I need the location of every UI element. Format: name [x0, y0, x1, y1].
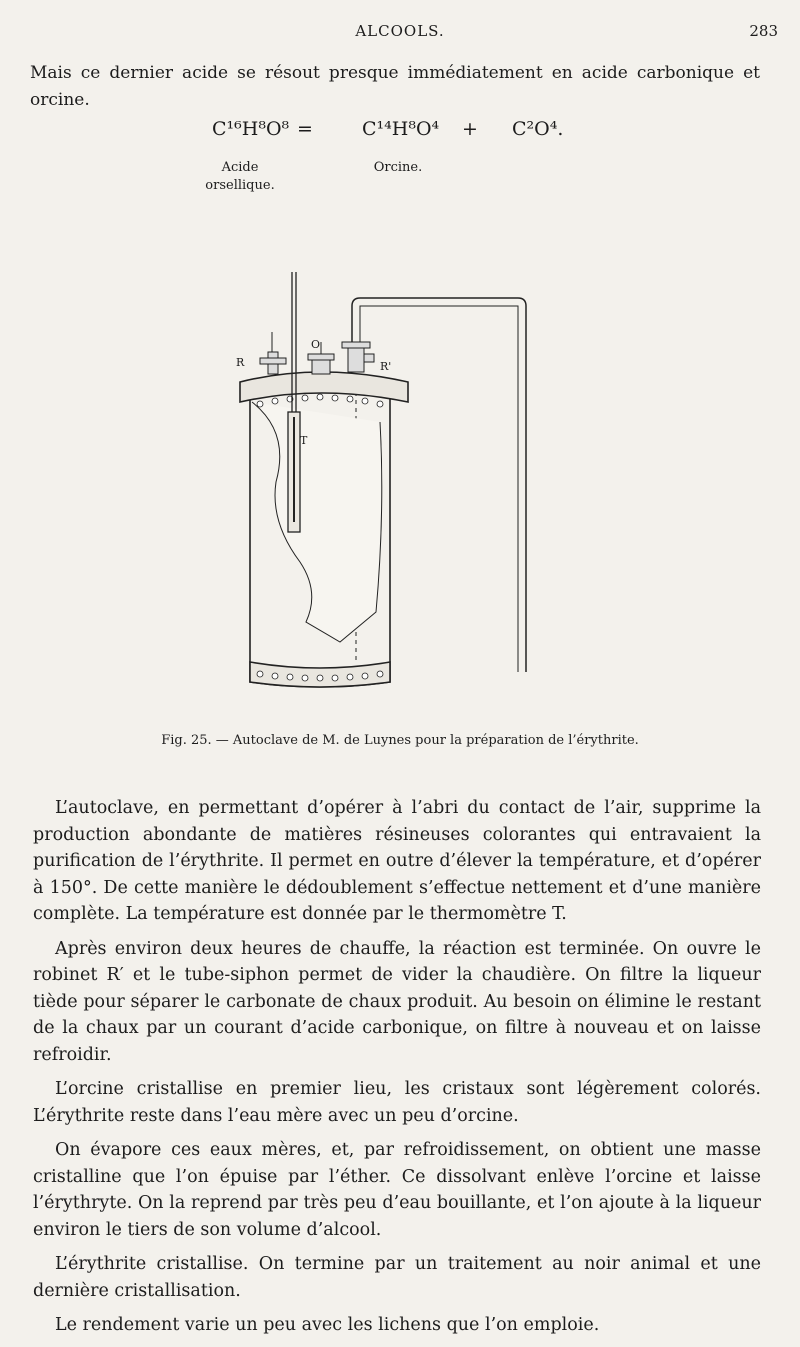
intro-text: Mais ce dernier acide se résout presque immédiatement en acide carbonique et orcine. [30, 63, 760, 110]
label-r-prime: R' [380, 360, 392, 373]
autoclave-figure [180, 262, 600, 717]
intro-paragraph [30, 60, 760, 114]
label-o: O [311, 338, 321, 351]
page-number: 283 [749, 22, 778, 40]
autoclave-illustration [180, 262, 600, 717]
reactant-label-line1: Acide [221, 160, 259, 175]
body-text [33, 795, 761, 1347]
running-head [0, 22, 800, 46]
valve-r [260, 332, 286, 374]
label-t: T [300, 434, 308, 447]
equation-product-co2: C²O⁴. [512, 118, 564, 140]
valve-r-prime [342, 342, 374, 372]
equation-product-orcine: C¹⁴H⁸O⁴ [362, 118, 440, 140]
paragraph-5: L’érythrite cristallise. On termine par un traitement au noir animal et une dernière cristallisation. [33, 1254, 761, 1301]
paragraph-6: Le rendement varie un peu avec les lichens que l’on emploie. [55, 1315, 600, 1335]
paragraph-3: L’orcine cristallise en premier lieu, les cristaux sont légèrement colorés. L’érythrite reste dans l’eau mère avec un peu d’orcine. [33, 1079, 761, 1126]
equation-plus: + [462, 118, 478, 140]
figure-caption: Fig. 25. — Autoclave de M. de Luynes pour la préparation de l’érythrite. [161, 733, 639, 748]
reactant-label-line2: orsellique. [205, 178, 275, 193]
equation-equals: = [297, 118, 313, 140]
running-title: ALCOOLS. [355, 22, 445, 40]
product-label-orcine: Orcine. [373, 160, 423, 175]
paragraph-4: On évapore ces eaux mères, et, par refroidissement, on obtient une masse cristalline que l’on épuise par l’éther. Ce dissolvant enlève l’orcine et laisse l’érythryte. On la reprend par très peu d’eau bouillante, et l’on ajoute à la liqueur environ le tiers de son volume d’alcool. [33, 1140, 761, 1240]
equation-reactant: C¹⁶H⁸O⁸ [212, 118, 290, 140]
label-r: R [236, 356, 245, 369]
paragraph-2: Après environ deux heures de chauffe, la réaction est terminée. On ouvre le robinet R′ et le tube-siphon permet de vider la chaudière. On filtre la liqueur tiède pour séparer le carbonate de chaux produit. Au besoin on élimine le restant de la chaux par un courant d’acide carbonique, on filtre à nouveau et on laisse refroidir. [33, 938, 761, 1065]
chemical-equation [0, 118, 800, 198]
vessel-body [240, 372, 408, 687]
paragraph-1: L’autoclave, en permettant d’opérer à l’abri du contact de l’air, supprime la production abondante de matières résineuses colorantes qui entravaient la purification de l’érythrite. Il permet en outre d’élever la température, et d’opérer à 150°. De cette manière le dédoublement s’effectue nettement et d’une manière complète. La température est donnée par le thermomètre T. [33, 798, 761, 924]
